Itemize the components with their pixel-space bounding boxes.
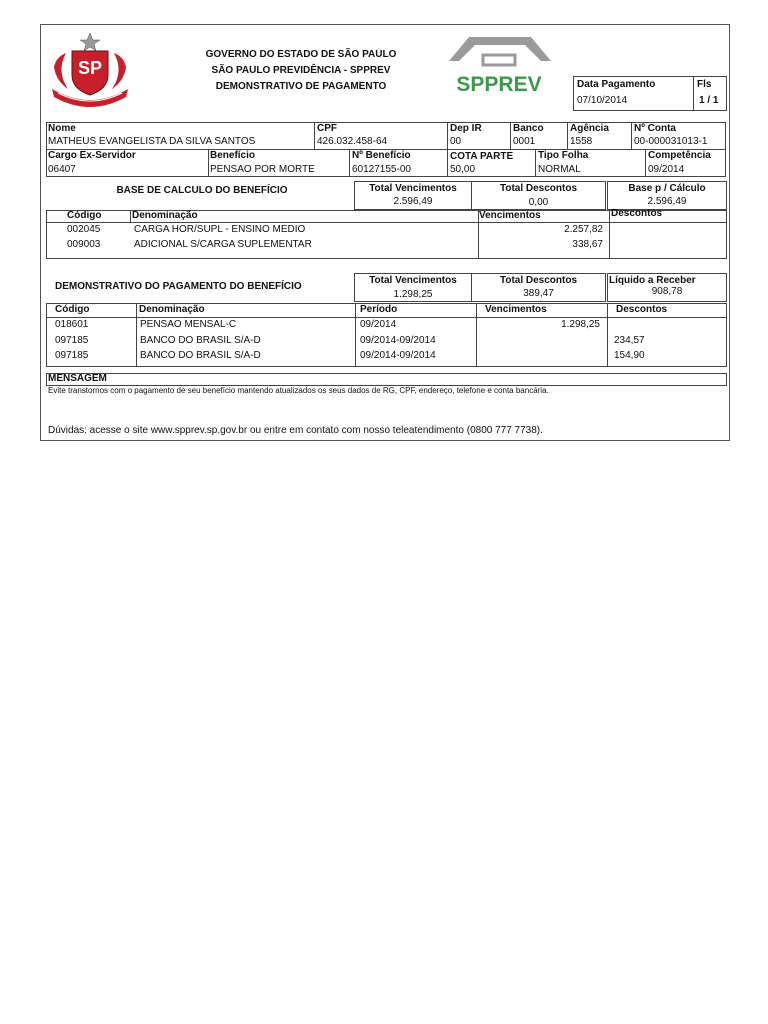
competencia-value: 09/2014 xyxy=(648,164,685,175)
base-total-venc-label: Total Vencimentos xyxy=(369,183,457,194)
table-row-vencimentos: 338,67 xyxy=(572,239,603,250)
table-row-denominacao: ADICIONAL S/CARGA SUPLEMENTAR xyxy=(134,239,312,250)
table-row-codigo: 002045 xyxy=(67,224,101,235)
base-total-venc-value: 2.596,49 xyxy=(393,196,433,207)
pag-total-desc-label: Total Descontos xyxy=(499,275,578,286)
nome-label: Nome xyxy=(48,123,76,134)
table-row-codigo: 018601 xyxy=(55,319,89,330)
banco-label: Banco xyxy=(513,123,544,134)
base-col-denominacao: Denominação xyxy=(132,210,198,221)
table-row-codigo: 097185 xyxy=(55,350,89,361)
pag-total-venc-value: 1.298,25 xyxy=(393,289,433,300)
conta-value: 00-000031013-1 xyxy=(634,136,708,147)
pag-total-desc-value: 389,47 xyxy=(523,288,554,299)
header-line-3: DEMONSTRATIVO DE PAGAMENTO xyxy=(215,81,387,92)
table-row-periodo: 09/2014-09/2014 xyxy=(360,335,436,346)
cpf-value: 426.032.458-64 xyxy=(317,136,388,147)
spprev-logo xyxy=(439,31,559,99)
cpf-label: CPF xyxy=(317,123,337,134)
table-row-denominacao: BANCO DO BRASIL S/A-D xyxy=(140,350,261,361)
mensagem-box xyxy=(46,373,727,386)
base-calculo-title: BASE DE CALCULO DO BENEFÍCIO xyxy=(116,185,288,196)
svg-text:SPPREV: SPPREV xyxy=(456,73,542,96)
table-row-vencimentos: 2.257,82 xyxy=(564,224,603,235)
liquido-value: 908,78 xyxy=(651,286,683,297)
base-total-desc-value: 0,00 xyxy=(528,197,549,208)
pag-total-venc-label: Total Vencimentos xyxy=(369,275,457,286)
beneficio-label: Benefício xyxy=(210,150,256,161)
page-label: Fls xyxy=(697,79,712,90)
pag-col-vencimentos: Vencimentos xyxy=(485,304,547,315)
svg-text:SP: SP xyxy=(77,58,103,78)
header-line-2: SÃO PAULO PREVIDÊNCIA - SPPREV xyxy=(211,65,391,76)
pagamento-title: DEMONSTRATIVO DO PAGAMENTO DO BENEFÍCIO xyxy=(55,281,302,292)
table-row-codigo: 097185 xyxy=(55,335,89,346)
cota-label: COTA PARTE xyxy=(450,151,514,162)
nome-value: MATHEUS EVANGELISTA DA SILVA SANTOS xyxy=(48,136,256,147)
base-total-desc-label: Total Descontos xyxy=(499,183,578,194)
payment-date-label: Data Pagamento xyxy=(577,79,656,90)
table-row-denominacao: CARGA HOR/SUPL - ENSINO MEDIO xyxy=(134,224,306,235)
table-row-periodo: 09/2014-09/2014 xyxy=(360,350,436,361)
base-col-descontos: Descontos xyxy=(611,208,663,219)
banco-value: 0001 xyxy=(513,136,536,147)
base-col-vencimentos: Vencimentos xyxy=(479,210,541,221)
payment-date-value: 07/10/2014 xyxy=(577,95,628,106)
table-row-denominacao: PENSAO MENSAL-C xyxy=(140,319,237,330)
base-col-codigo: Código xyxy=(67,210,102,221)
depir-label: Dep IR xyxy=(450,123,482,134)
sao-paulo-seal-icon xyxy=(46,31,134,107)
table-row-descontos: 234,57 xyxy=(614,335,645,346)
base-calculo-value: 2.596,49 xyxy=(647,196,687,207)
agencia-value: 1558 xyxy=(570,136,593,147)
pag-col-descontos: Descontos xyxy=(616,304,668,315)
header-line-1: GOVERNO DO ESTADO DE SÃO PAULO xyxy=(205,49,397,60)
pag-col-denominacao: Denominação xyxy=(139,304,205,315)
payment-statement xyxy=(40,24,730,441)
tipo-folha-value: NORMAL xyxy=(538,164,581,175)
conta-label: Nº Conta xyxy=(634,123,676,134)
competencia-label: Competência xyxy=(648,150,711,161)
mensagem-label: MENSAGEM xyxy=(48,373,107,384)
cargo-value: 06407 xyxy=(48,164,76,175)
agencia-label: Agência xyxy=(570,123,609,134)
table-row-denominacao: BANCO DO BRASIL S/A-D xyxy=(140,335,261,346)
num-beneficio-value: 60127155-00 xyxy=(352,164,411,175)
pag-col-codigo: Código xyxy=(55,304,90,315)
table-row-periodo: 09/2014 xyxy=(360,319,397,330)
duvidas-text: Dúvidas: acesse o site www.spprev.sp.gov.br ou entre em contato com nosso teleatendimento (0800 777 7738). xyxy=(48,425,543,436)
base-calculo-label: Base p / Cálculo xyxy=(628,183,706,194)
cota-value: 50,00 xyxy=(450,164,476,175)
table-row-codigo: 009003 xyxy=(67,239,101,250)
depir-value: 00 xyxy=(450,136,462,147)
num-beneficio-label: Nº Benefício xyxy=(352,150,411,161)
mensagem-text: Evite transtornos com o pagamento de seu benefício mantendo atualizados os seus dados de RG, CPF, endereço, telefone e conta bancária. xyxy=(48,386,549,395)
liquido-label: Líquido a Receber xyxy=(609,275,696,286)
table-row-vencimentos: 1.298,25 xyxy=(561,319,600,330)
page-value: 1 / 1 xyxy=(699,95,719,106)
cargo-label: Cargo Ex-Servidor xyxy=(48,150,136,161)
beneficio-value: PENSAO POR MORTE xyxy=(210,164,315,175)
pag-col-periodo: Período xyxy=(360,304,398,315)
tipo-folha-label: Tipo Folha xyxy=(538,150,589,161)
table-row-descontos: 154,90 xyxy=(614,350,645,361)
